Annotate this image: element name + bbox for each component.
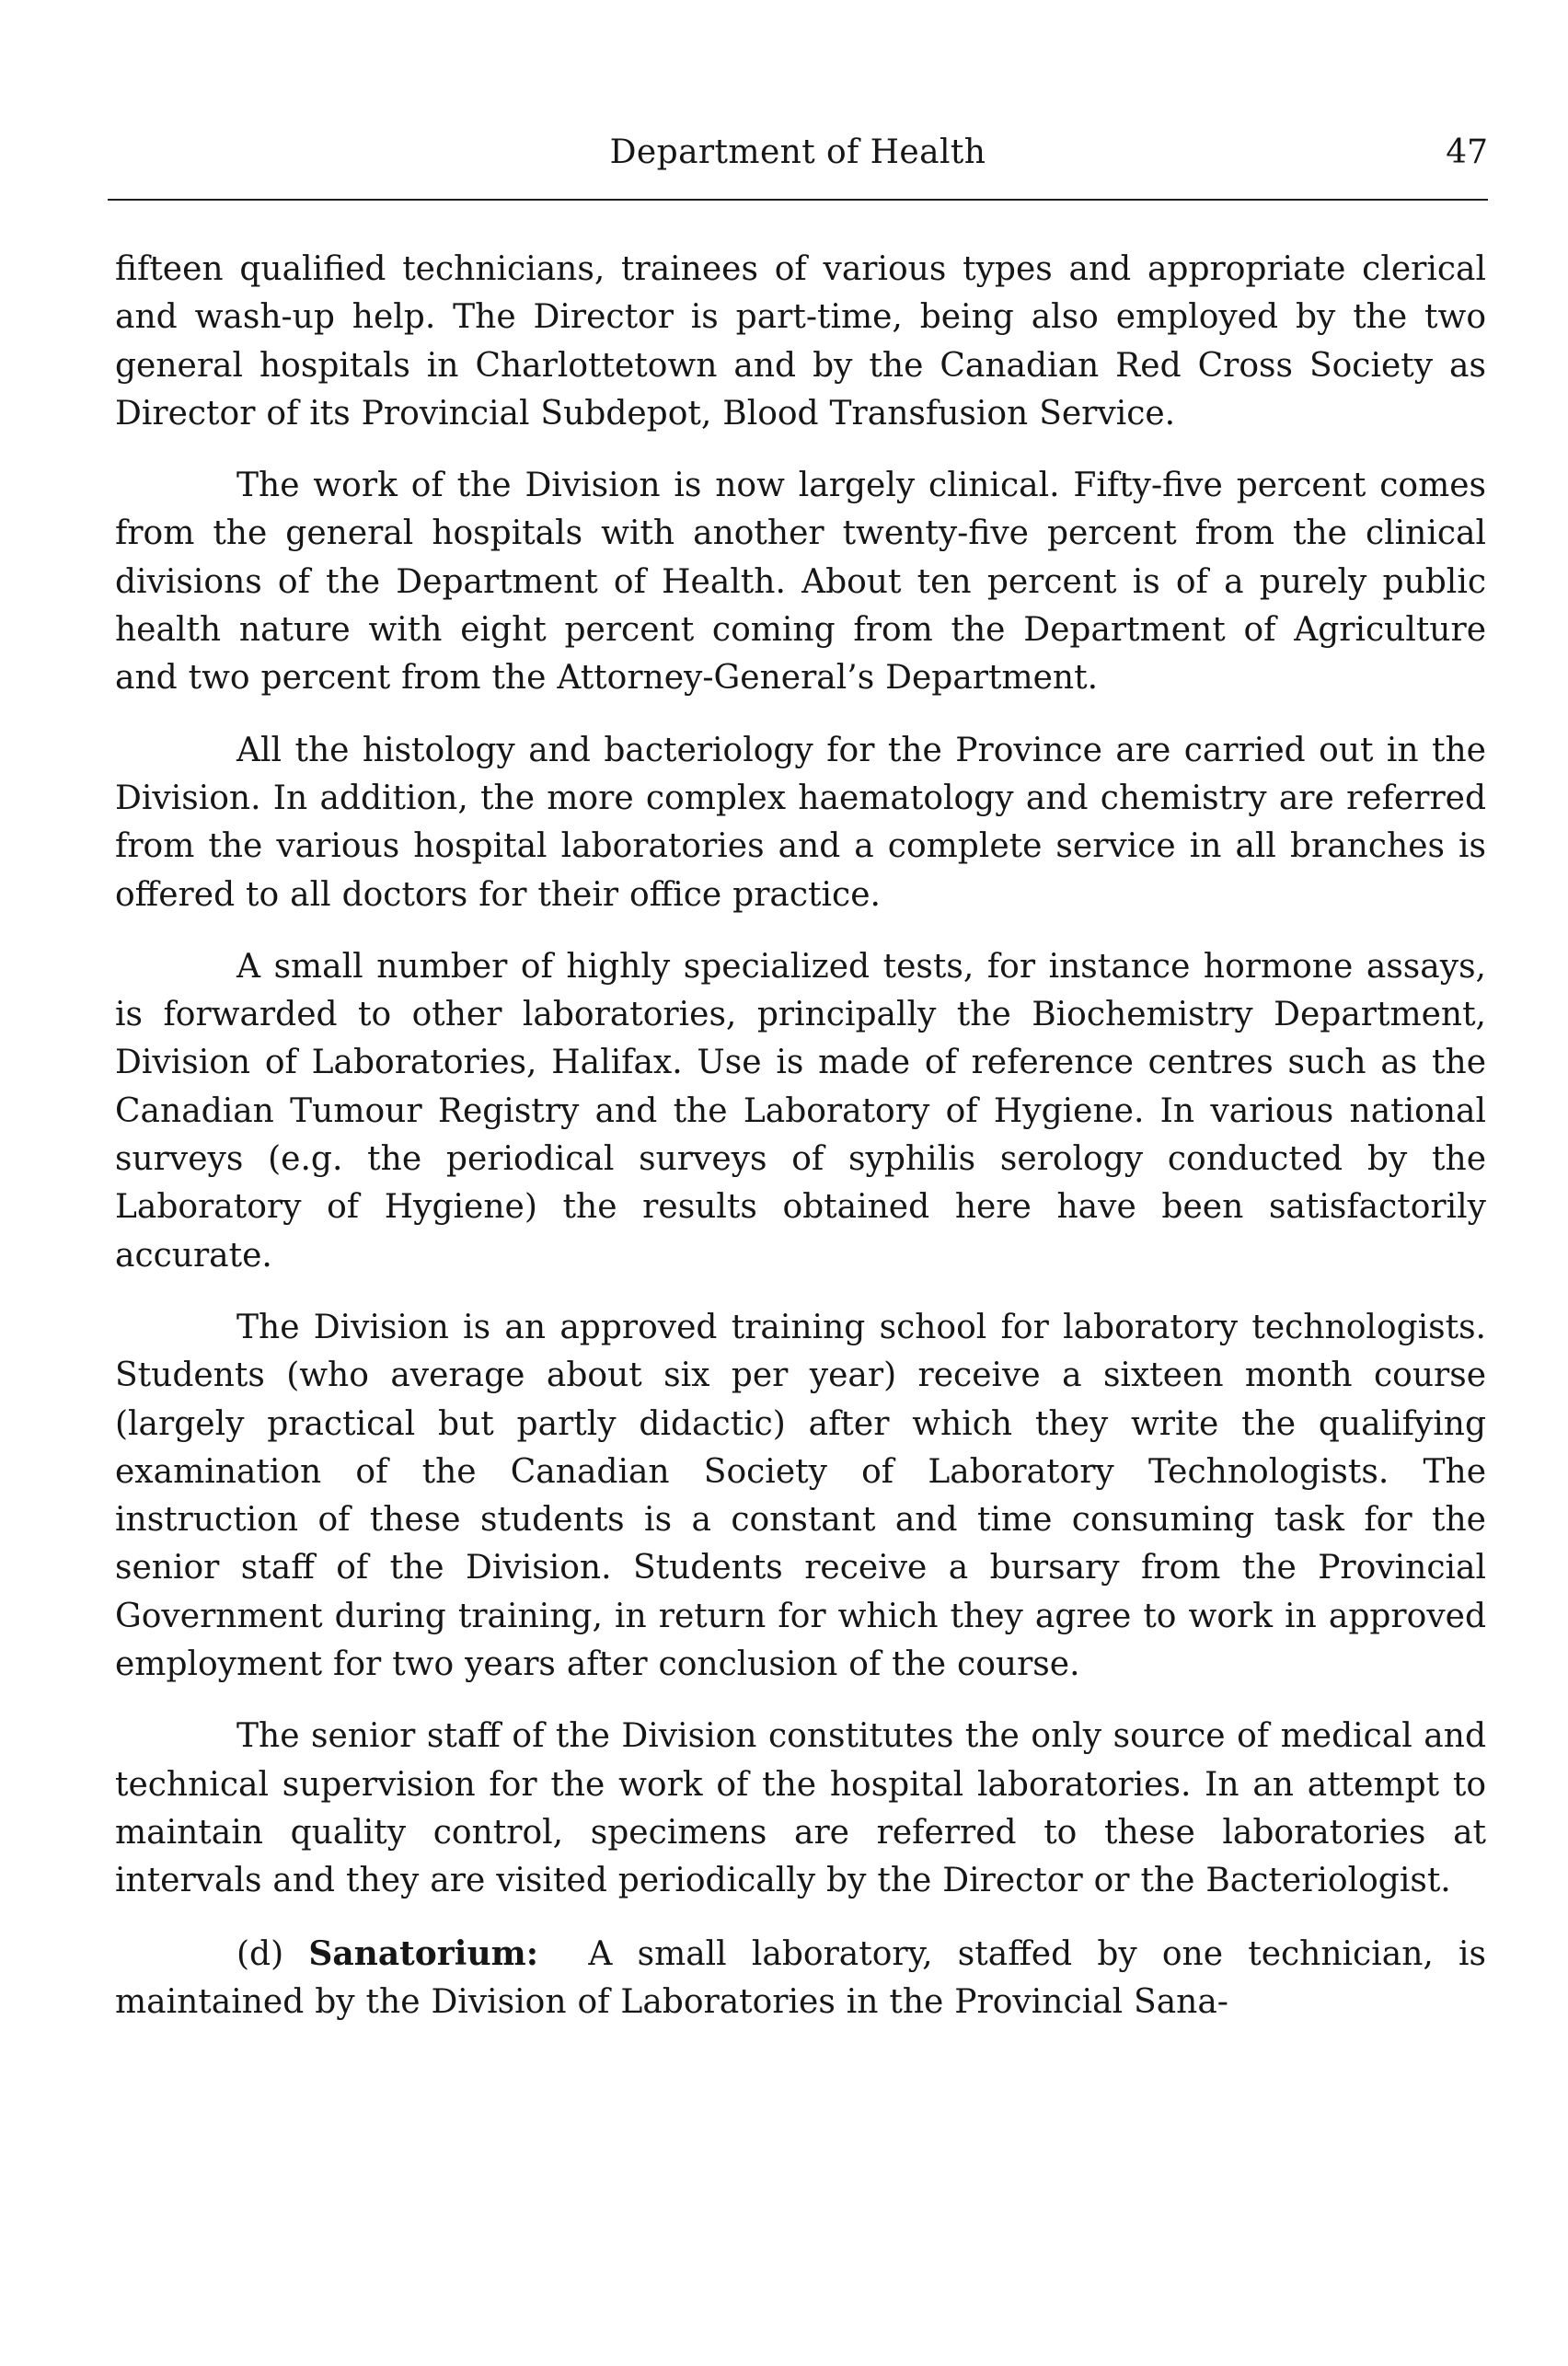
section-d-paragraph (115, 1930, 1486, 2027)
paragraph-3: All the histology and bacteriology for the Province are carried out in the Division. In addition, the more complex haematology and chemistry are referred from the various hospital laboratories and a complete service in all branches is offered to all doctors for their office practice. (115, 731, 1486, 914)
section-d-label: (d) (236, 1934, 284, 1973)
paragraph-4: A small number of highly specialized tests, for instance hormone assays, is forwarded to other laboratories, principally the Biochemistry Department, Division of Laboratories, Halifax. Use is made of reference centres such as the Canadian Tumour Registry and the Laboratory of Hygiene. In various national surveys (e.g. the periodical surveys of syphilis serology conducted by the Laboratory of Hygiene) the results obtained here have been satisfactorily accurate. (115, 947, 1486, 1275)
body-text (115, 246, 1486, 2050)
section-d-text: A small laboratory, staffed by one technician, is maintained by the Division of Laboratories in the Provincial Sana- (115, 1934, 1487, 2021)
running-header (108, 127, 1488, 201)
paragraph-5: The Division is an approved training school for laboratory technologists. Students (who average about six per year) receive a sixteen month course (largely practical but partly didactic) after which they write the qualifying examination of the Canadian Society of Laboratory Technologists. The instruction of these students is a constant and time consuming task for the senior staff of the Division. Students receive a bursary from the Provincial Government during training, in return for which they agree to work in approved employment for two years after conclusion of the course. (115, 1308, 1486, 1684)
page-number: 47 (1446, 133, 1488, 171)
paragraph-6: The senior staff of the Division constitutes the only source of medical and technical supervision for the work of the hospital laboratories. In an attempt to maintain quality control, specimens are referred to these laboratories at intervals and they are visited periodically by the Director or the Bacteriologist. (115, 1717, 1486, 1900)
paragraph-1: fifteen qualified technicians, trainees of various types and appropriate clerical and wash-up help. The Director is part-time, being also employed by the two general hospitals in Charlottetown and by the Canadian Red Cross Society as Director of its Provincial Subdepot, Blood Transfusion Service. (115, 250, 1486, 433)
section-d-title: Sanatorium: (308, 1933, 539, 1973)
page-title: Department of Health (609, 133, 986, 171)
paragraph-2: The work of the Division is now largely clinical. Fifty-five percent comes from the general hospitals with another twenty-five percent from the clinical divisions of the Department of Health. About ten percent is of a purely public health nature with eight percent coming from the Department of Agriculture and two percent from the Attorney-General’s Department. (115, 467, 1486, 698)
